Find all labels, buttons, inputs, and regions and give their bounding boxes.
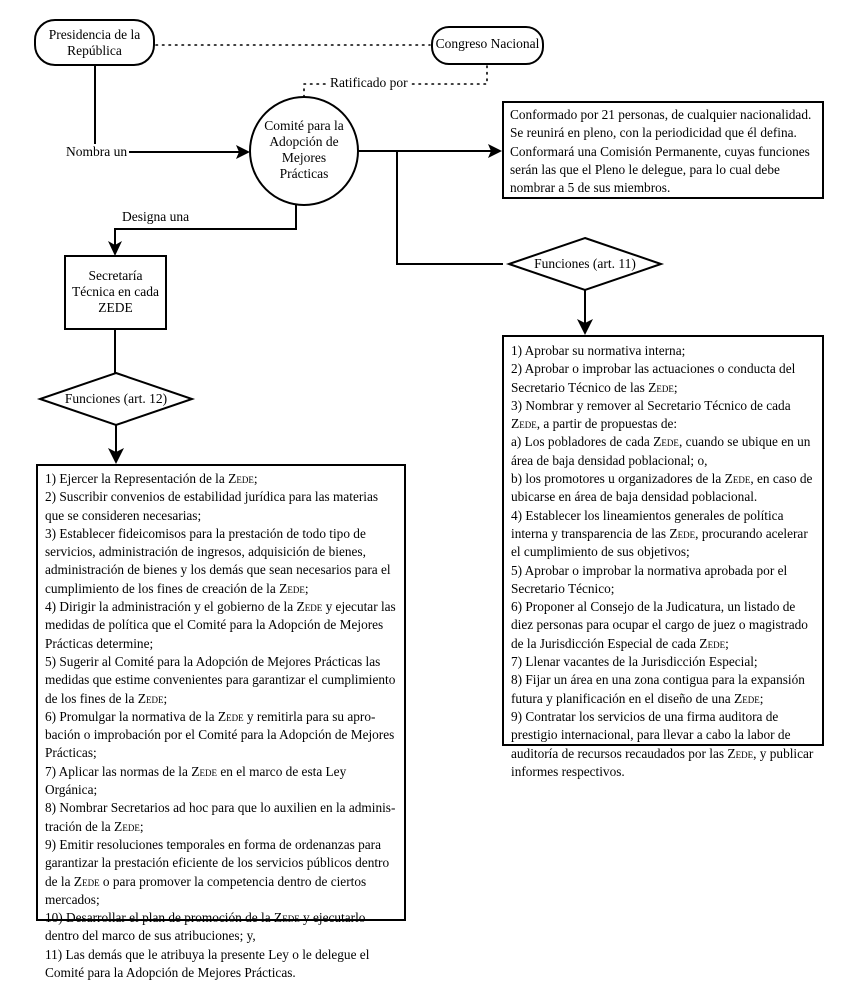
- list-item: 11) Las demás que le atribuya la presente Ley o le delegue el Comité para la Adopción de Mejores Prácticas.: [45, 946, 370, 981]
- node-presidencia-label: Presidencia de la República: [48, 27, 141, 58]
- list-item: 9) Contratar los servicios de una firma auditora de prestigio internacional, para llevar a cabo la labor de auditoría de recursos recaudados por las Zede, y publicar informes respectivos.: [511, 708, 814, 779]
- list-item: 3) Nombrar y remover al Secretario Técnico de cada Zede, a partir de propuestas de:: [511, 397, 791, 432]
- list-item: b) los promotores u organizadores de la Zede, en caso de ubicarse en área de baja densidad poblacional.: [511, 471, 813, 505]
- list-item: 10) Desarrollar el plan de promoción de la Zede y ejecutarlo dentro del marco de sus atribuciones; y,: [45, 910, 366, 944]
- edge-label-designa-una: Designa una: [122, 209, 190, 224]
- list-item: 4) Dirigir la administración y el gobierno de la Zede y ejecutar las medidas de política que el Comité para la Adopción de Mejores Prácticas determine;: [45, 599, 396, 651]
- list-item: 2) Aprobar o improbar las actuaciones o conducta del Secretario Técnico de las Zede;: [511, 361, 796, 395]
- list-item: 7) Llenar vacantes de la Jurisdicción Especial;: [511, 654, 758, 670]
- list-item: 2) Suscribir convenios de estabilidad jurídica para las materias que se consideren necesarias;: [45, 489, 379, 523]
- list-item: 7) Aplicar las normas de la Zede en el marco de esta Ley Orgánica;: [45, 763, 347, 798]
- edge-label-nombra-un: Nombra un: [66, 144, 128, 159]
- node-congreso-label: Congreso Nacional: [435, 36, 540, 51]
- list-item: 1) Ejercer la Representación de la Zede;: [45, 471, 258, 486]
- comite-note-text: [510, 106, 816, 197]
- list-item: 8) Nombrar Secretarios ad hoc para que lo auxilien en la adminis-tración de la Zede;: [45, 800, 396, 834]
- list-item: a) Los pobladores de cada Zede, cuando se ubique en un área de baja densidad poblacional; o,: [511, 434, 811, 468]
- list-item: 6) Promulgar la normativa de la Zede y remitirla para su apro-bación o improbación por el Comité para la Adopción de Mejores Prácticas;: [45, 708, 395, 761]
- edge-label-ratificado-por: Ratificado por: [330, 75, 408, 90]
- list-item: 3) Establecer fideicomisos para la prestación de todo tipo de servicios, administración de ingresos, adquisición de bienes, administración de bienes y los demás que sean necesarios para el cumplimiento de los fines de creación de la Zede;: [45, 525, 391, 596]
- list-item: 9) Emitir resoluciones temporales en forma de ordenanzas para garantizar la prestación eficiente de los servicios públicos dentro de la Zede o para promover la competencia dentro de ciertos mercados;: [45, 836, 390, 907]
- list-item: 4) Establecer los lineamientos generales de política interna y transparencia de las Zede, procurando acelerar el cumplimiento de sus objetivos;: [511, 507, 808, 560]
- list-item: 1) Aprobar su normativa interna;: [511, 343, 686, 358]
- funciones-art11-list: [511, 342, 817, 781]
- list-item: 5) Sugerir al Comité para la Adopción de Mejores Prácticas las medidas que estime convenientes para garantizar el cumplimiento de los fines de la Zede;: [45, 653, 396, 706]
- list-item: 8) Fijar un área en una zona contigua para la expansión futura y planificación en el diseño de una Zede;: [511, 672, 805, 706]
- diamond-art12-label: Funciones (art. 12): [64, 391, 168, 406]
- comite-note-paragraph: Conformado por 21 personas, de cualquier nacionalidad. Se reunirá en pleno, con la periodicidad que él defina. Conformará una Comisión Permanente, cuyas funciones serán las que el Pleno le delegue, para lo cual debe nombrar a 5 de sus miembros.: [510, 107, 812, 196]
- list-item: 5) Aprobar o improbar la normativa aprobada por el Secretario Técnico;: [511, 562, 788, 596]
- funciones-art12-list: [45, 470, 398, 982]
- list-item: 6) Proponer al Consejo de la Judicatura, un listado de diez personas para ocupar el cargo de juez o magistrado de la Jurisdicción Especial de cada Zede;: [511, 599, 808, 651]
- diamond-art11-label: Funciones (art. 11): [534, 256, 636, 271]
- node-secretaria-label: Secretaría Técnica en cada ZEDE: [72, 268, 159, 315]
- node-comite-label: Comité para la Adopción de Mejores Prácticas: [264, 118, 344, 181]
